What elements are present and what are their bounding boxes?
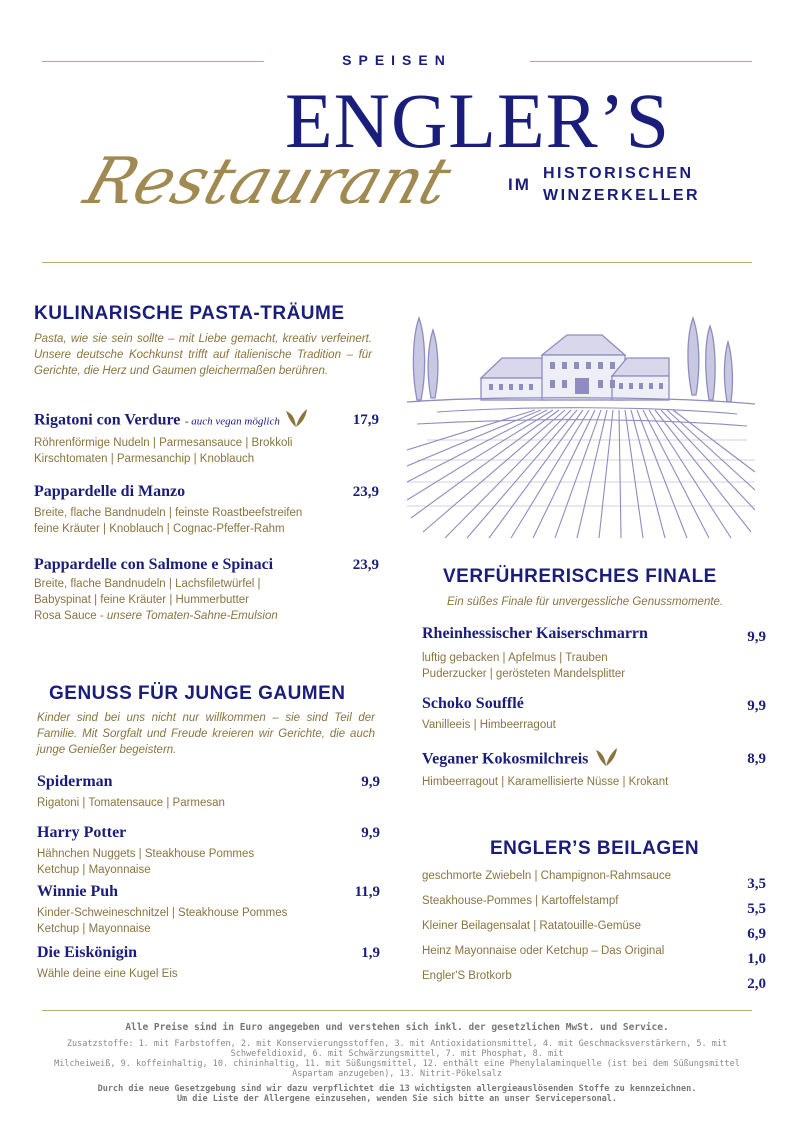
side-name: Kleiner Beilagensalat | Ratatouille-Gemüse [422,920,642,932]
pasta-intro: Pasta, wie sie sein sollte – mit Liebe gemacht, kreativ verfeinert. Unsere deutsche Kochkunst trifft auf italienische Tradition – für Gerichte, die Herz und Gaumen gleichermaßen berühren. [34,333,372,377]
brand-subtitle-line2: WINZERKELLER [543,187,701,204]
dish-desc: Vanilleeis | Himbeerragout [422,719,556,731]
dish-price: 9,9 [361,824,380,841]
dish-desc: Himbeerragout | Karamellisierte Nüsse | Krokant [422,776,669,788]
sides-title: ENGLER’S BEILAGEN [490,838,700,859]
brand-subtitle [543,163,700,207]
kids-item [37,883,380,937]
side-price: 3,5 [747,876,766,892]
side-name: Engler'S Brotkorb [422,970,512,982]
dish-name: Harry Potter [37,824,127,841]
footer-rule [42,1010,752,1011]
side-item [422,868,766,893]
dish-desc: Ketchup | Mayonnaise [37,923,151,935]
side-item [422,918,766,943]
dish-price: 17,9 [352,412,379,428]
law-line: Durch die neue Gesetzgebung sind wir dazu verpflichtet die 13 wichtigsten allergieauslösenden Stoffe zu kennzeichnen. [97,1084,697,1094]
side-name: Steakhouse-Pommes | Kartoffelstampf [422,895,619,907]
sides-list [422,868,766,993]
vineyard-illustration [407,300,755,540]
dish-desc: Breite, flache Bandnudeln | Lachsfiletwürfel | [34,578,261,590]
law-line: Um die Liste der Allergene einzusehen, wenden Sie sich bitte an unser Servicepersonal. [176,1094,618,1104]
dish-name: Schoko Soufflé [422,694,524,712]
dish-desc [34,608,379,624]
footer-law [30,1084,764,1104]
side-price: 1,0 [747,951,766,967]
dessert-intro: Ein süßes Finale für unvergessliche Genussmomente. [447,596,724,608]
dish-name: Pappardelle di Manzo [34,483,186,500]
dish-price: 9,9 [747,698,766,714]
additives-line: Aspartam anzugeben), 13. Nitrit-Pökelsalz [292,1069,502,1079]
footer-prices: Alle Preise sind in Euro angegeben und verstehen sich inkl. der gesetzlichen MwSt. und Service. [125,1022,669,1033]
pasta-item [34,556,379,624]
dessert-item [422,621,766,682]
dish-price: 8,9 [747,751,766,767]
kids-title: GENUSS FÜR JUNGE GAUMEN [49,683,346,704]
brand-subtitle-line1: HISTORISCHEN [543,165,694,182]
kids-intro: Kinder sind bei uns nicht nur willkommen – sie sind Teil der Familie. Mit Sorgfalt und Freude kreieren wir Gerichte, die auch junge Genießer begeistern. [37,712,375,756]
dish-price: 11,9 [354,883,380,900]
dessert-item [422,747,766,790]
dish-desc-italic: unsere Tomaten-Sahne-Emulsion [106,610,278,622]
kids-item [37,773,380,811]
footer-additives [30,1039,764,1079]
dish-desc: Puderzucker | gerösteten Mandelsplitter [422,668,626,680]
dish-price: 9,9 [361,773,380,790]
dish-desc: Kinder-Schweineschnitzel | Steakhouse Pommes [37,907,288,919]
vegan-leaf-icon [593,747,619,772]
dish-desc: Rigatoni | Tomatensauce | Parmesan [37,797,225,809]
side-item [422,893,766,918]
side-item [422,943,766,968]
brand-script: Restaurant [75,145,460,219]
dish-desc: Breite, flache Bandnudeln | feinste Roastbeefstreifen [34,507,303,519]
additives-line: Zusatzstoffe: 1. mit Farbstoffen, 2. mit Konservierungsstoffen, 3. mit Antioxidationsmittel, 4. mit Geschmacksverstärkern, 5. mit [66,1039,728,1049]
dish-desc-plain: Rosa Sauce - [34,610,107,622]
dish-note: - auch vegan möglich [184,415,280,428]
dish-name: Die Eiskönigin [37,944,138,961]
side-price: 2,0 [747,976,766,992]
dish-desc: Ketchup | Mayonnaise [37,864,151,876]
dish-name: Rigatoni con Verdure [34,411,181,429]
side-price: 6,9 [747,926,766,942]
dish-name: Rheinhessischer Kaiserschmarrn [422,624,648,642]
side-name: Heinz Mayonnaise oder Ketchup – Das Original [422,945,665,957]
additives-line: Milcheiweiß, 9. koffeinhaltig, 10. chininhaltig, 11. mit Süßungsmittel, 12. enthält eine Phenylalaminquelle (ist bei dem Süßungsmittel [54,1059,740,1069]
kids-item [37,944,380,982]
dish-desc: luftig gebacken | Apfelmus | Trauben [422,652,608,664]
side-price: 5,5 [747,901,766,917]
dish-price: 1,9 [361,944,380,961]
side-name: geschmorte Zwiebeln | Champignon-Rahmsauce [422,870,672,882]
pasta-item [34,483,379,537]
dish-desc: Röhrenförmige Nudeln | Parmesansauce | Brokkoli [34,437,293,449]
dish-price: 23,9 [352,483,379,500]
dish-name: Winnie Puh [37,883,119,900]
dish-name: Spiderman [37,773,113,790]
vegan-leaf-icon [284,408,308,433]
dish-desc: Wähle deine eine Kugel Eis [37,968,178,980]
side-item [422,968,766,993]
dish-desc: feine Kräuter | Knoblauch | Cognac-Pfeffer-Rahm [34,523,285,535]
additives-line: Schwefeldioxid, 6. mit Schwärzungsmittel, 7. mit Phosphat, 8. mit [230,1049,564,1059]
pasta-title: KULINARISCHE PASTA-TRÄUME [34,303,345,324]
section-label: SPEISEN [342,52,452,68]
pasta-item [34,408,379,467]
brand-name: ENGLER’S [285,77,670,164]
brand-im: IM [508,175,531,194]
dish-desc: Babyspinat | feine Kräuter | Hummerbutter [34,594,249,606]
dish-price: 23,9 [352,556,379,573]
dessert-item [422,692,766,733]
header-rule-bottom [42,262,752,263]
dish-desc: Hähnchen Nuggets | Steakhouse Pommes [37,848,255,860]
dish-name: Veganer Kokosmilchreis [422,750,589,768]
dish-name: Pappardelle con Salmone e Spinaci [34,556,274,573]
dish-price: 9,9 [747,629,766,645]
kids-item [37,824,380,878]
dessert-title: VERFÜHRERISCHES FINALE [443,566,717,587]
dish-desc: Kirschtomaten | Parmesanchip | Knoblauch [34,453,255,465]
